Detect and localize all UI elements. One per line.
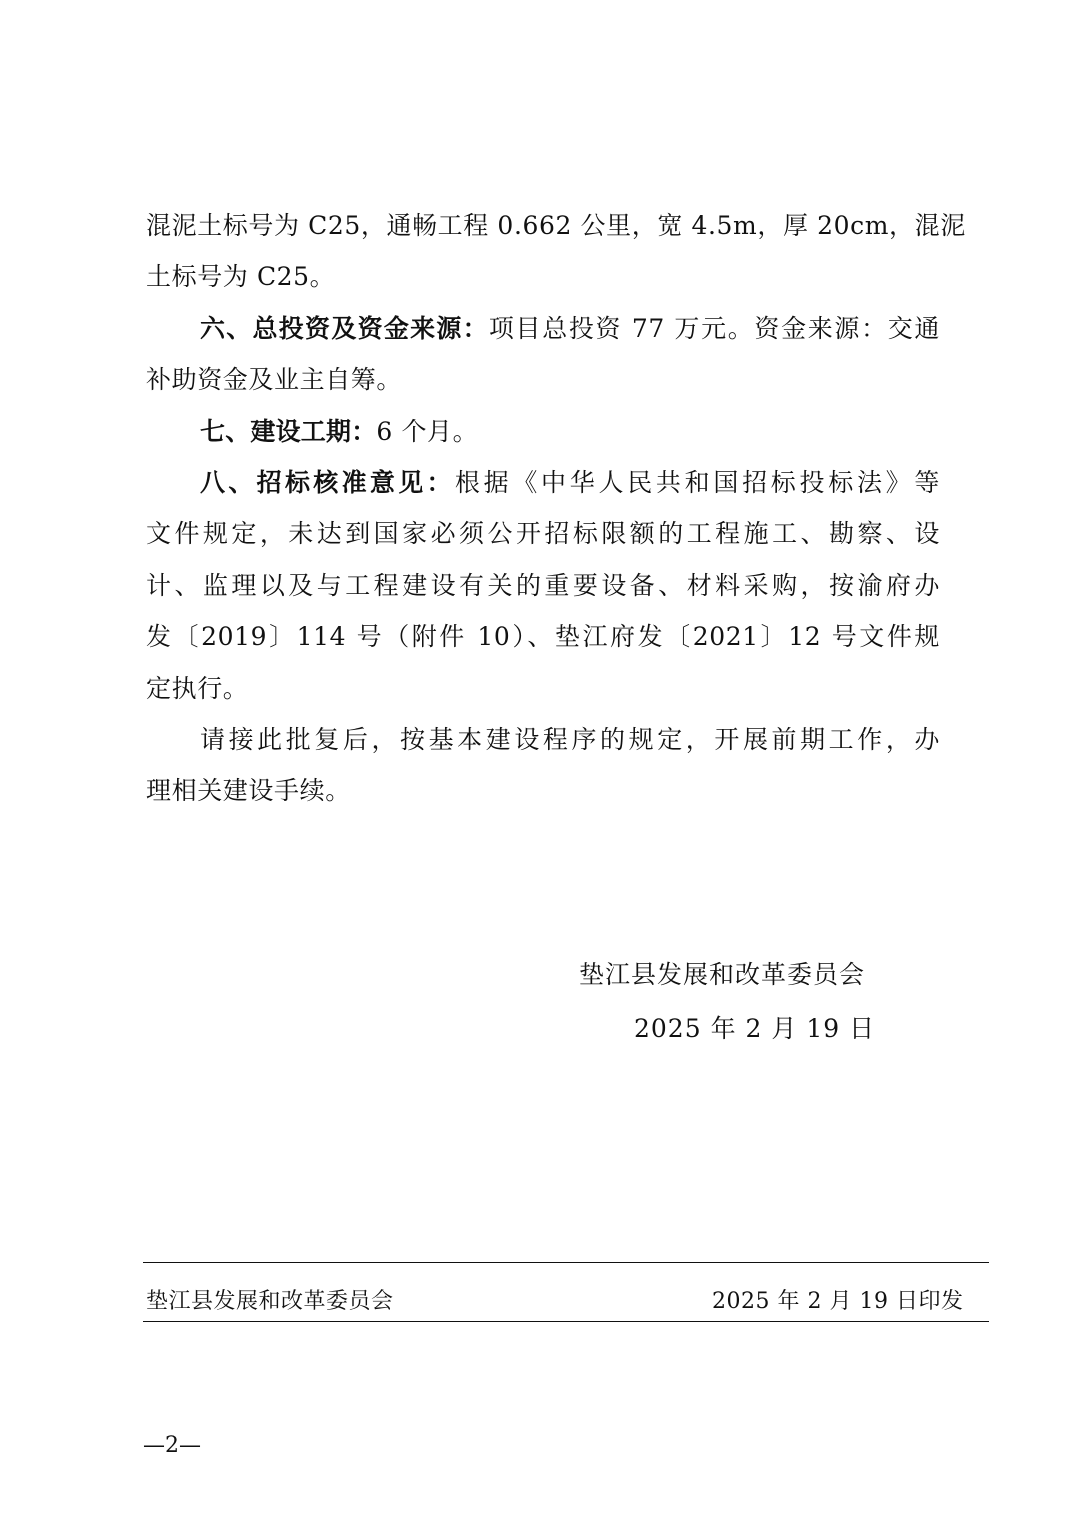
section-seven-heading: 七、建设工期： [200, 416, 377, 446]
section-six-text: 项目总投资 77 万元。资金来源：交通 [488, 313, 940, 343]
body-line: 定执行。 [146, 673, 249, 703]
body-line: 发〔2019〕114 号（附件 10）、垫江府发〔2021〕12 号文件规 [146, 622, 940, 652]
closing-paragraph-line: 理相关建设手续。 [146, 776, 351, 806]
section-six-line [146, 303, 940, 354]
page-number: —2— [143, 1433, 201, 1458]
closing-paragraph-line: 请接此批复后，按基本建设程序的规定，开展前期工作，办 [200, 725, 940, 755]
section-six-heading: 六、总投资及资金来源： [200, 313, 489, 343]
document-body [146, 200, 966, 817]
section-eight-line [146, 457, 940, 508]
body-line: 混泥土标号为 C25，通畅工程 0.662 公里，宽 4.5m，厚 20cm，混泥 [146, 211, 966, 240]
footer-print-date: 2025 年 2 月 19 日印发 [712, 1289, 964, 1314]
body-line: 土标号为 C25。 [146, 262, 336, 292]
section-seven-text: 6 个月。 [376, 416, 479, 446]
signature-org: 垫江县发展和改革委员会 [579, 960, 866, 989]
body-line: 文件规定，未达到国家必须公开招标限额的工程施工、勘察、设 [146, 519, 940, 549]
signature-date: 2025 年 2 月 19 日 [634, 1014, 876, 1043]
footer-org: 垫江县发展和改革委员会 [146, 1289, 394, 1314]
body-line: 计、监理以及与工程建设有关的重要设备、材料采购，按渝府办 [146, 570, 940, 600]
section-eight-text: 根据《中华人民共和国招标投标法》等 [454, 468, 941, 498]
body-line: 补助资金及业主自筹。 [146, 365, 403, 395]
footer-bottom-rule [143, 1321, 989, 1322]
section-eight-heading: 八、招标核准意见： [200, 468, 455, 498]
section-seven-line [146, 406, 940, 457]
footer-top-rule [143, 1262, 989, 1263]
